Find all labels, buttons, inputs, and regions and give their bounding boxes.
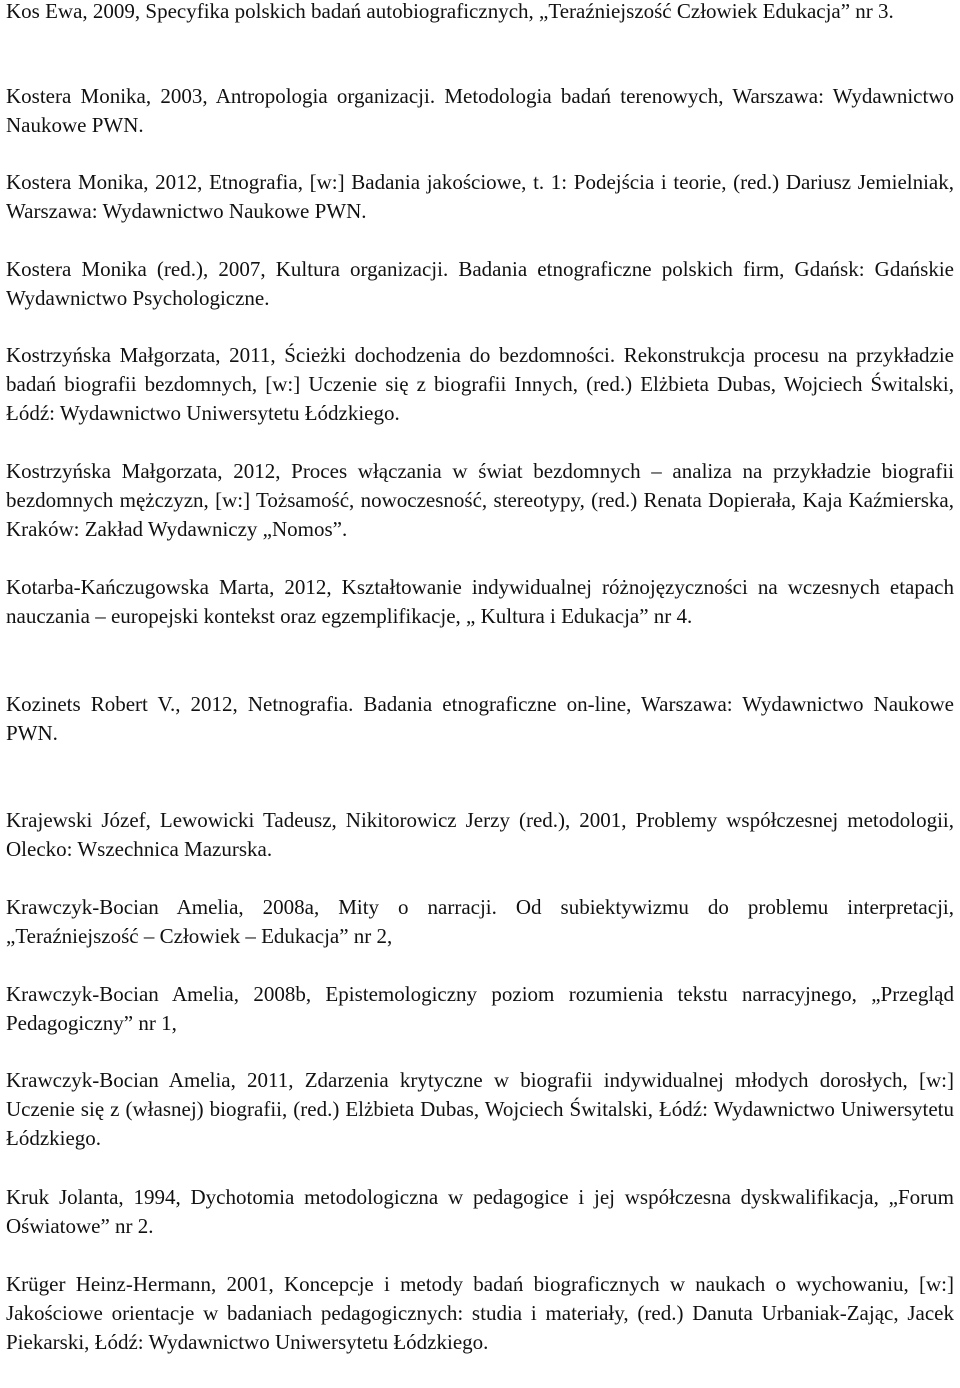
bibliography-entry: Krawczyk-Bocian Amelia, 2008a, Mity o narracji. Od subiektywizmu do problemu interpretacji, „Teraźniejszość – Człowiek – Edukacja” nr 2, [6, 895, 954, 948]
bibliography-entry: Kostera Monika, 2012, Etnografia, [w:] Badania jakościowe, t. 1: Podejścia i teorie, (red.) Dariusz Jemielniak, Warszawa: Wydawnictwo Naukowe PWN. [6, 170, 954, 223]
bibliography-entry: Kruk Jolanta, 1994, Dychotomia metodologiczna w pedagogice i jej współczesna dyskwalifikacja, „Forum Oświatowe” nr 2. [6, 1185, 954, 1238]
bibliography-entry: Krüger Heinz-Hermann, 2001, Koncepcje i metody badań biograficznych w naukach o wychowaniu, [w:] Jakościowe orientacje w badaniach pedagogicznych: studia i materiały, (red.) Danuta Urbaniak-Zając, Jacek Piekarski, Łódź: Wydawnictwo Uniwersytetu Łódzkiego. [6, 1272, 954, 1354]
bibliography-entry: Kostrzyńska Małgorzata, 2012, Proces włączania w świat bezdomnych – analiza na przykładzie biografii bezdomnych mężczyzn, [w:] Tożsamość, nowoczesność, stereotypy, (red.) Renata Dopierała, Kaja Kaźmierska, Kraków: Zakład Wydawniczy „Nomos”. [6, 459, 954, 541]
bibliography-entry: Kostera Monika (red.), 2007, Kultura organizacji. Badania etnograficzne polskich firm, Gdańsk: Gdańskie Wydawnictwo Psychologiczne. [6, 257, 954, 310]
bibliography-entry: Kostera Monika, 2003, Antropologia organizacji. Metodologia badań terenowych, Warszawa: Wydawnictwo Naukowe PWN. [6, 84, 954, 137]
bibliography-entry: Kos Ewa, 2009, Specyfika polskich badań autobiograficznych, „Teraźniejszość Człowiek Edukacja” nr 3. [6, 0, 894, 23]
bibliography-entry: Krawczyk-Bocian Amelia, 2011, Zdarzenia krytyczne w biografii indywidualnej młodych dorosłych, [w:] Uczenie się z (własnej) biografii, (red.) Elżbieta Dubas, Wojciech Świtalski, Łódź: Wydawnictwo Uniwersytetu Łódzkiego. [6, 1068, 954, 1150]
bibliography-entry: Kozinets Robert V., 2012, Netnografia. Badania etnograficzne on-line, Warszawa: Wydawnictwo Naukowe PWN. [6, 692, 954, 745]
bibliography-entry: Kostrzyńska Małgorzata, 2011, Ścieżki dochodzenia do bezdomności. Rekonstrukcja procesu na przykładzie badań biografii bezdomnych, [w:] Uczenie się z biografii Innych, (red.) Elżbieta Dubas, Wojciech Świtalski, Łódź: Wydawnictwo Uniwersytetu Łódzkiego. [6, 343, 954, 425]
bibliography-entry: Krawczyk-Bocian Amelia, 2008b, Epistemologiczny poziom rozumienia tekstu narracyjnego, „Przegląd Pedagogiczny” nr 1, [6, 982, 954, 1035]
bibliography-entry: Kotarba-Kańczugowska Marta, 2012, Kształtowanie indywidualnej różnojęzyczności na wczesnych etapach nauczania – europejski kontekst oraz egzemplifikacje, „ Kultura i Edukacja” nr 4. [6, 575, 954, 628]
bibliography-entry: Krajewski Józef, Lewowicki Tadeusz, Nikitorowicz Jerzy (red.), 2001, Problemy współczesnej metodologii, Olecko: Wszechnica Mazurska. [6, 808, 954, 861]
